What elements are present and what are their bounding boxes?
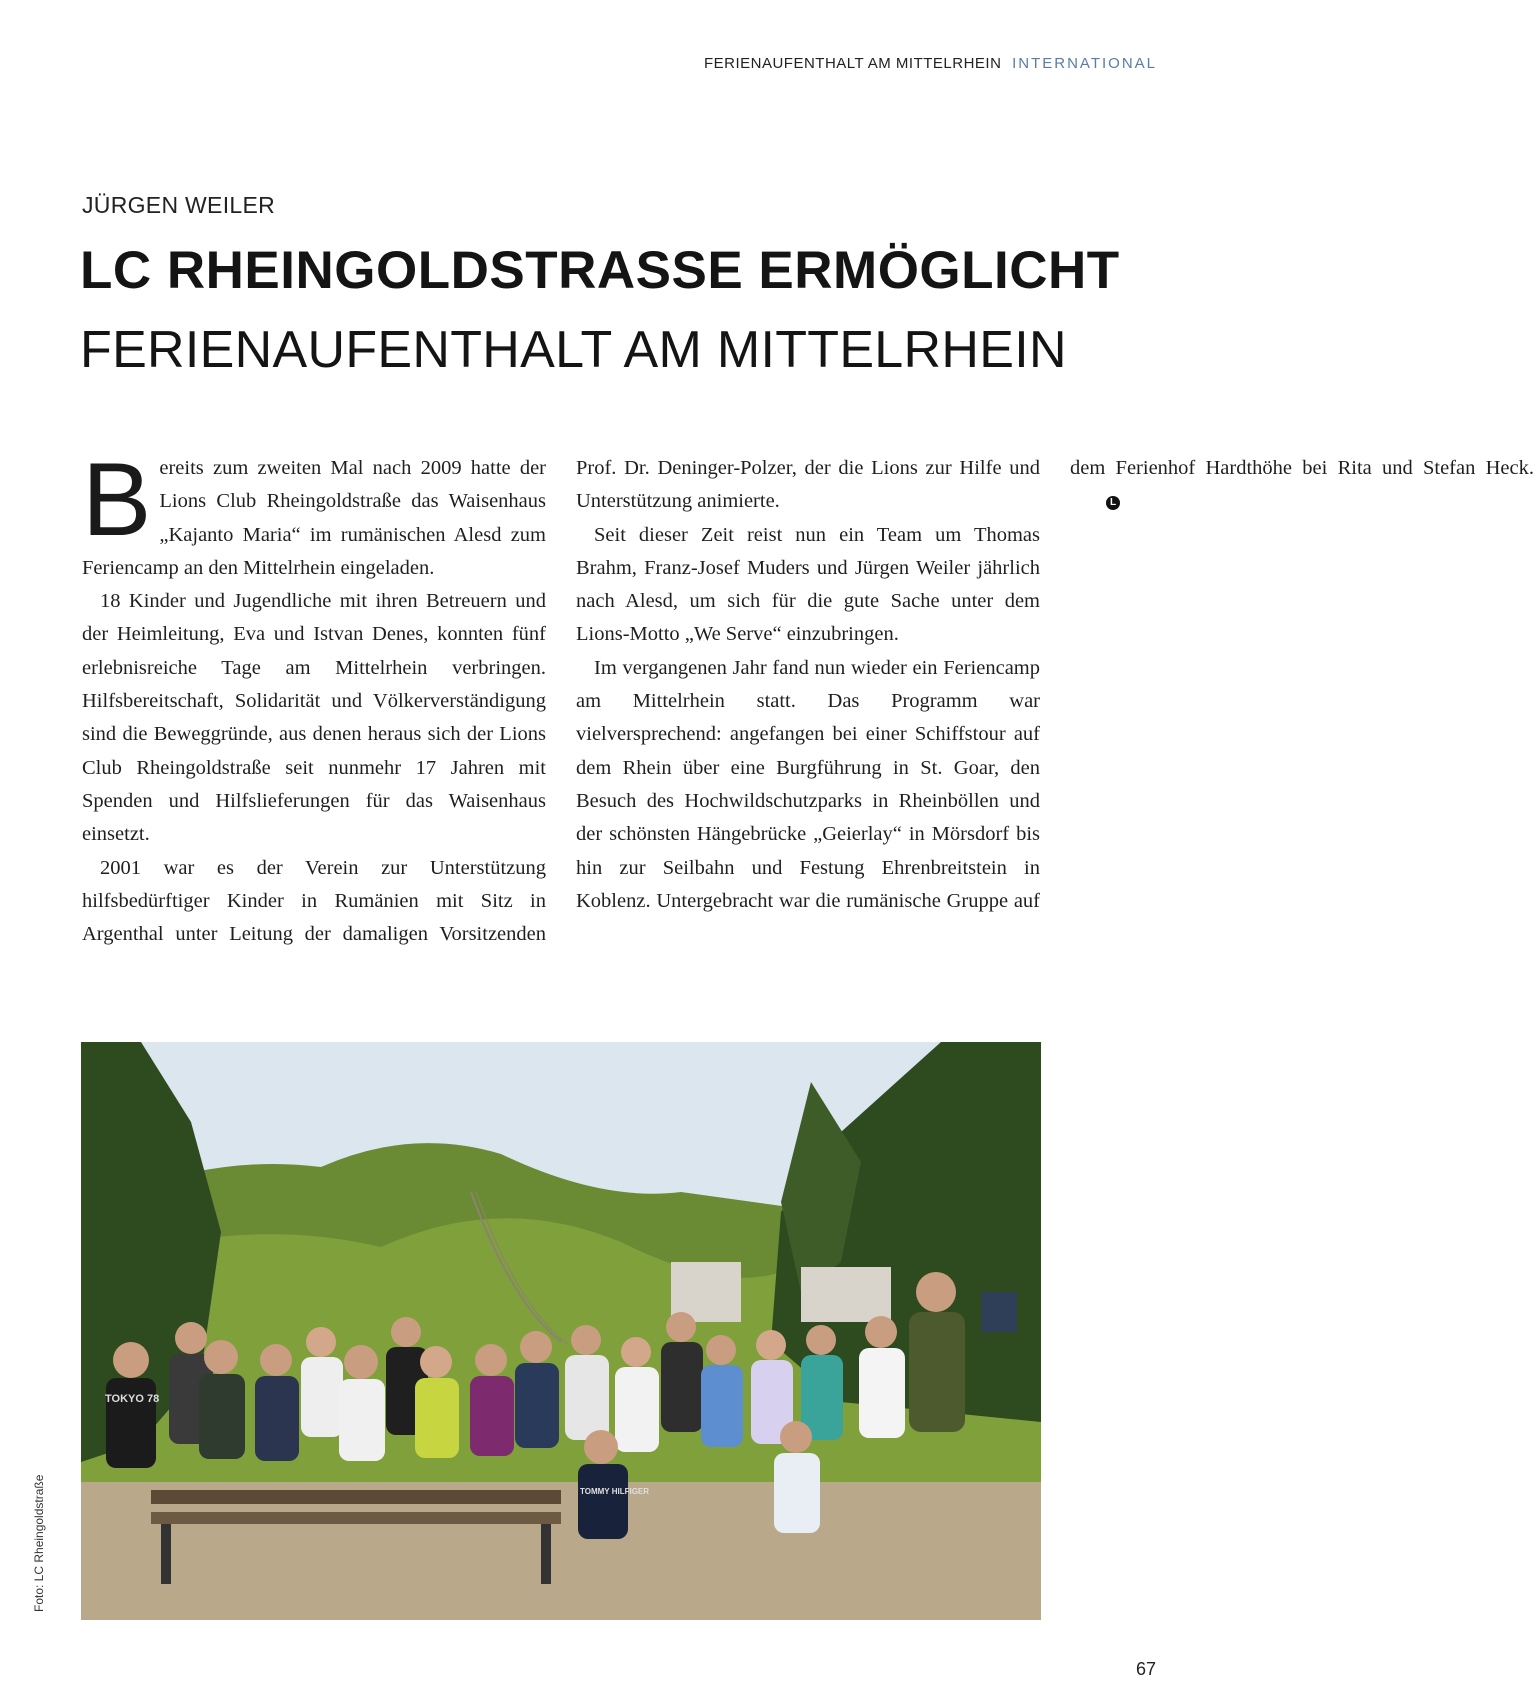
photo-bench-seat bbox=[151, 1512, 561, 1524]
article-paragraph-4: Seit dieser Zeit reist nun ein Team um Thomas Brahm, Franz-Josef Muders und Jürgen Weiler jährlich nach Alesd, um sich für die gute Sache unter dem Lions-Motto „We Serve“ einzubringen. bbox=[576, 523, 1040, 646]
article-body bbox=[82, 442, 1534, 982]
headline-line-2: FERIENAUFENTHALT AM MITTELRHEIN bbox=[80, 321, 1067, 379]
article-paragraph-2: 18 Kinder und Jugendliche mit ihren Betreuern und der Heimleitung, Eva und Istvan Denes, konnten fünf erlebnisreiche Tage am Mittelrhein verbringen. Hilfsbereitschaft, Solidarität und Völkerverständigung sind die Beweggründe, aus denen heraus sich der Lions Club Rheingoldstraße seit nunmehr 17 Jahren mit Spenden und Hilfslieferungen für das Waisenhaus einsetzt. bbox=[82, 590, 546, 846]
photo-bench-backrest bbox=[151, 1490, 561, 1504]
shirt-print-tokyo: TOKYO 78 bbox=[105, 1393, 160, 1405]
article-author: JÜRGEN WEILER bbox=[82, 192, 276, 218]
page-number: 67 bbox=[1135, 1659, 1156, 1679]
lions-end-mark-icon: L bbox=[1106, 496, 1120, 510]
running-head-section: INTERNATIONAL bbox=[1012, 55, 1157, 72]
group-photo-illustration bbox=[81, 1042, 1041, 1620]
photo-rock-2 bbox=[801, 1267, 891, 1322]
photo-bench-leg-right bbox=[541, 1524, 551, 1584]
article-paragraph-1 bbox=[82, 442, 546, 585]
running-head-title: FERIENAUFENTHALT AM MITTELRHEIN bbox=[703, 55, 1002, 72]
photo-bench-leg-left bbox=[161, 1524, 171, 1584]
paragraph-5-text: Im vergangenen Jahr fand nun wieder ein Feriencamp am Mittelrhein statt. Das Programm war vielversprechend: angefangen bei einer Schiffstour auf dem Rhein über eine Burgführung in St. Goar, den Besuch des Hochwildschutzparks in Rheinböllen und der schönsten Hängebrücke „Geierlay“ in Mörsdorf bis hin zur Seilbahn und Festung Ehrenbreitstein in Koblenz. Untergebracht war die rumänische Gruppe auf dem Ferienhof Hardthöhe bei Rita und Stefan Heck. bbox=[576, 457, 1534, 912]
running-head bbox=[704, 55, 1157, 72]
photo-signpost bbox=[981, 1292, 1017, 1332]
article-paragraph-3: 2001 war es der Verein zur Unterstützung hilfsbedürftiger Kinder in Rumänien mit Sitz in Argenthal unter Leitung der damaligen Vorsitzenden Prof. Dr. Deninger-Polzer, der die Lions zur Hilfe und Unterstützung animierte. bbox=[82, 457, 1040, 946]
photo-credit: Foto: LC Rheingoldstraße bbox=[32, 1474, 46, 1612]
paragraph-1-text: ereits zum zweiten Mal nach 2009 hatte der Lions Club Rheingoldstraße das Waisenhaus „Kajanto Maria“ im rumänischen Alesd zum Feriencamp an den Mittelrhein eingeladen. bbox=[82, 457, 546, 579]
headline-line-1: LC RHEINGOLDSTRASSE ERMÖGLICHT bbox=[80, 241, 1120, 300]
group-photo bbox=[81, 1042, 1041, 1620]
drop-cap: B bbox=[82, 442, 152, 558]
shirt-print-tommy: TOMMY HILFIGER bbox=[580, 1487, 650, 1496]
